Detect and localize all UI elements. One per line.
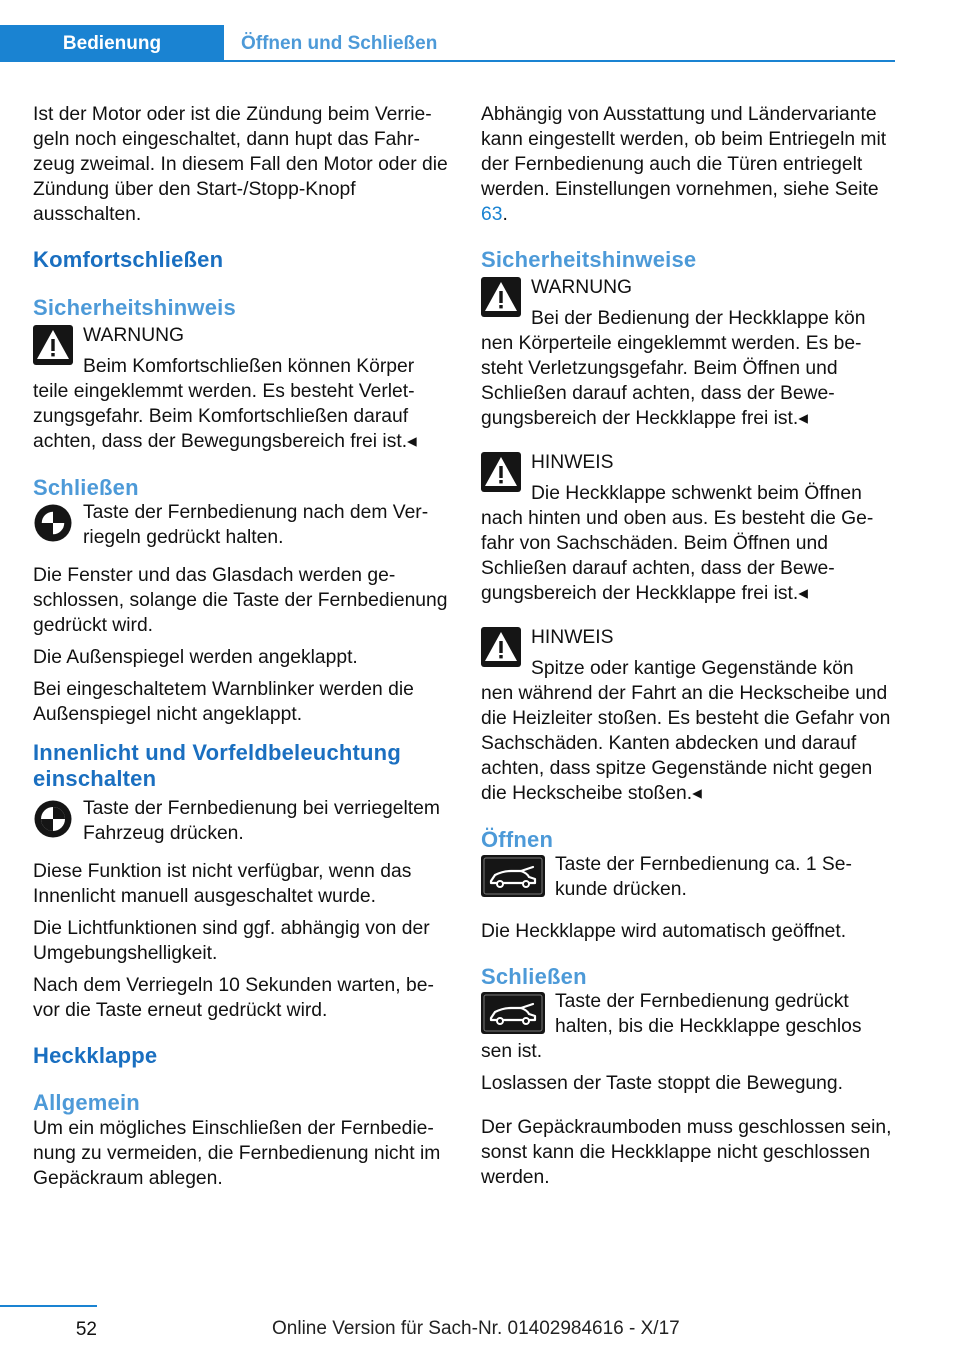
warning-block [481,275,893,431]
left-column [33,102,451,1198]
right-column [481,102,893,1197]
intro-paragraph: Ist der Motor oder ist die Zündung beim Verriegeln noch eingeschaltet, dann hupt das Fahrzeug zweimal. In diesem Fall den Motor oder die Zündung über den Start-/Stopp-Knopf ausschalten. [33,104,448,225]
key-text-oeffnen: Taste der Fernbedienung ca. 1 Sekunde drücken. [555,854,852,900]
heading-schliessen: Schließen [33,475,139,500]
key-block-oeffnen [481,852,893,902]
hint-first-line: Spitze oder kantige Gegenstände kön [531,658,854,679]
paragraph-loslassen: Loslassen der Taste stoppt die Bewegung. [481,1073,843,1094]
key-text-schliessen-rest: sen ist. [481,1041,543,1062]
heading-schliessen-heck: Schließen [481,964,587,989]
warning-first-line: Bei der Bedienung der Heckklappe kön [531,308,866,329]
hint-text: nach hinten und oben aus. Es besteht die Gefahr von Sachschäden. Beim Öffnen und Schließen darauf achten, dass der Bewegungsbereich der Heckklappe frei ist.◂ [481,508,874,604]
warning-first-line: Beim Komfortschließen können Körper [83,356,415,377]
hint-label: HINWEIS [531,627,614,648]
bmw-key-icon [33,799,73,839]
heading-heckklappe: Heckklappe [33,1043,158,1068]
hint-block-1 [481,450,893,606]
hint-text: nen während der Fahrt an die Heckscheibe und die Heizleiter stoßen. Es besteht die Gefahr von Sachschäden. Kanten abdecken und darauf achten, dass spitze Gegenstände nicht gegen die Heckscheibe stoßen.◂ [481,683,891,804]
heading-oeffnen: Öffnen [481,827,554,852]
paragraph-spiegel: Die Außenspiegel werden angeklappt. [33,647,358,668]
warning-text: teile eingeklemmt werden. Es besteht Verletzungsgefahr. Beim Komfortschließen darauf achten, dass der Bewegungsbereich frei ist.◂ [33,381,417,452]
warning-icon [481,452,521,492]
warning-label: WARNUNG [531,277,633,298]
page-link[interactable]: 63 [481,204,503,225]
paragraph-verriegeln: Nach dem Verriegeln 10 Sekunden warten, bevor die Taste erneut gedrückt wird. [33,975,434,1021]
paragraph-oeffnen: Die Heckklappe wird automatisch geöffnet. [481,921,847,942]
hint-label: HINWEIS [531,452,614,473]
online-version-footer: Online Version für Sach-Nr. 01402984616 - X/17 [272,1318,680,1339]
heading-allgemein: Allgemein [33,1090,140,1115]
key-text-innenlicht: Taste der Fernbedienung bei verriegeltem Fahrzeug drücken. [83,798,440,844]
paragraph-fenster: Die Fenster und das Glasdach werden geschlossen, solange die Taste der Fernbedienung gedrückt wird. [33,565,448,636]
heading-innenlicht: Innenlicht und Vorfeldbeleuchtung einschalten [33,740,401,791]
heading-komfortschliessen: Komfortschließen [33,247,224,272]
hint-block-2 [481,625,893,806]
heading-sicherheitshinweis: Sicherheitshinweis [33,295,236,320]
warning-icon [481,277,521,317]
heading-sicherheitshinweise: Sicherheitshinweise [481,247,697,272]
tailgate-key-icon [481,992,545,1034]
header-rule [224,60,895,62]
page-number: 52 [0,1305,97,1341]
paragraph-allgemein: Um ein mögliches Einschließen der Fernbedienung zu vermeiden, die Fernbedienung nicht im Gepäckraum ablegen. [33,1118,441,1189]
page-header [0,0,895,62]
warning-block [33,323,451,454]
key-block-innenlicht [33,796,451,846]
warning-text: nen Körperteile eingeklemmt werden. Es besteht Verletzungsgefahr. Beim Öffnen und Schließen darauf achten, dass der Bewegungsbereich der Heckklappe frei ist.◂ [481,333,862,429]
key-text-schliessen-heck: Taste der Fernbedienung gedrückt halten, bis die Heckklappe geschlos [555,991,862,1037]
section-tab: Bedienung [0,25,224,62]
paragraph-warnblinker: Bei eingeschaltetem Warnblinker werden die Außenspiegel nicht angeklappt. [33,679,414,725]
paragraph-funktion: Diese Funktion ist nicht verfügbar, wenn das Innenlicht manuell ausgeschaltet wurde. [33,861,412,907]
bmw-key-icon [33,503,73,543]
warning-label: WARNUNG [83,325,185,346]
warning-icon [481,627,521,667]
key-text-schliessen: Taste der Fernbedienung nach dem Verriegeln gedrückt halten. [83,502,429,548]
hint-first-line: Die Heckklappe schwenkt beim Öffnen [531,483,862,504]
warning-icon [33,325,73,365]
key-block-schliessen-heck [481,989,893,1064]
paragraph-licht: Die Lichtfunktionen sind ggf. abhängig von der Umgebungshelligkeit. [33,918,430,964]
intro-paragraph-right: Abhängig von Ausstattung und Ländervariante kann eingestellt werden, ob beim Entriegeln mit der Fernbedienung auch die Türen entriegelt werden. Einstellungen vornehmen, siehe Seite 63. [481,104,887,225]
key-block-schliessen [33,500,451,550]
tailgate-key-icon [481,855,545,897]
chapter-tab: Öffnen und Schließen [241,33,438,54]
paragraph-gepaeck: Der Gepäckraumboden muss geschlossen sein, sonst kann die Heckklappe nicht geschlossen werden. [481,1117,892,1188]
